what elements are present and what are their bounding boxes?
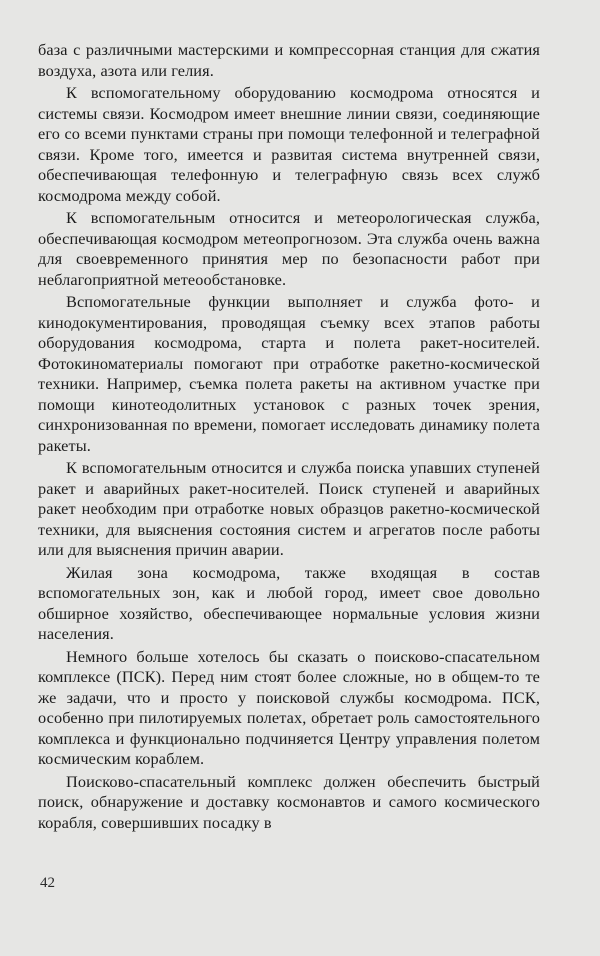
paragraph-7: Немного больше хотелось бы сказать о поисково-спасательном комплексе (ПСК). Перед ним стоят более сложные, но в общем-то те же задачи, что и просто у поисковой службы космодрома. ПСК, особенно при пилотируемых полетах, обретает роль самостоятельного комплекса и функционально подчиняется Центру управления полетом космическим кораблем. [38, 646, 540, 768]
paragraph-3: К вспомогательным относится и метеорологическая служба, обеспечивающая космодром метеопрогнозом. Эта служба очень важна для своевременного принятия мер по безопасности работ при неблагоприятной метеообстановке. [38, 208, 540, 289]
paragraph-1: база с различными мастерскими и компрессорная станция для сжатия воздуха, азота или гелия. [38, 40, 540, 80]
paragraph-2: К вспомогательному оборудованию космодрома относятся и системы связи. Космодром имеет внешние линии связи, соединяющие его со всеми пунктами страны при помощи телефонной и телеграфной связи. Кроме того, имеется и развитая система внутренней связи, обеспечивающая телефонную и телеграфную связь всех служб космодрома между собой. [38, 83, 540, 205]
paragraph-8: Поисково-спасательный комплекс должен обеспечить быстрый поиск, обнаружение и доставку космонавтов и самого космического корабля, совершивших посадку в [38, 771, 540, 832]
paragraph-4: Вспомогательные функции выполняет и служба фото- и кинодокументирования, проводящая съемку всех этапов работы оборудования космодрома, старта и полета ракет-носителей. Фотокиноматериалы помогают при отработке ракетно-космической техники. Например, съемка полета ракеты на активном участке при помощи кинотеодолитных установок с разных точек зрения, синхронизованная по времени, помогает исследовать динамику полета ракеты. [38, 292, 540, 455]
paragraph-6: Жилая зона космодрома, также входящая в состав вспомогательных зон, как и любой город, имеет свое довольно обширное хозяйство, обеспечивающее нормальные условия жизни населения. [38, 562, 540, 643]
paragraph-5: К вспомогательным относится и служба поиска упавших ступеней ракет и аварийных ракет-носителей. Поиск ступеней и аварийных ракет необходим при отработке новых образцов ракетно-космической техники, для выяснения состояния систем и агрегатов после работы или для выяснения причин аварии. [38, 458, 540, 559]
body-text [38, 40, 540, 833]
page-number: 42 [40, 875, 55, 891]
